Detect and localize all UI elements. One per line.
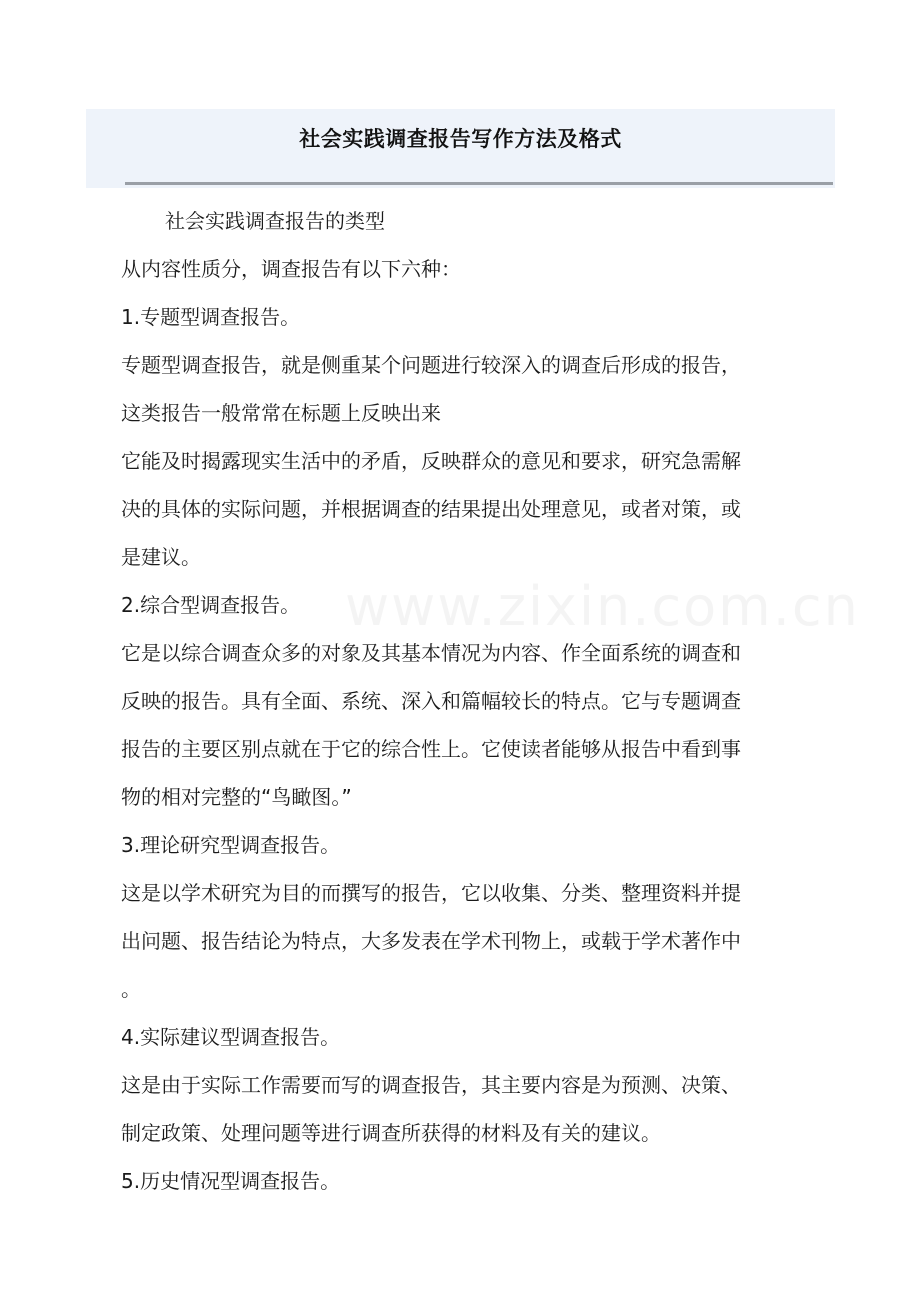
title-divider — [125, 182, 833, 185]
paragraph-line: 反映的报告。具有全面、系统、深入和篇幅较长的特点。它与专题调查 — [121, 689, 741, 713]
paragraph-line: 从内容性质分，调查报告有以下六种： — [121, 257, 461, 281]
watermark: www.zixin.com.cn — [345, 575, 860, 638]
paragraph-line: 这是以学术研究为目的而撰写的报告，它以收集、分类、整理资料并提 — [121, 881, 741, 905]
list-item-heading: 5.历史情况型调查报告。 — [121, 1169, 341, 1193]
paragraph-line: 这类报告一般常常在标题上反映出来 — [121, 401, 441, 425]
paragraph-line: 报告的主要区别点就在于它的综合性上。它使读者能够从报告中看到事 — [121, 737, 741, 761]
paragraph-line: 它能及时揭露现实生活中的矛盾，反映群众的意见和要求，研究急需解 — [121, 449, 741, 473]
list-item-heading: 2.综合型调查报告。 — [121, 593, 301, 617]
document-body — [121, 197, 821, 1205]
paragraph-line: 这是由于实际工作需要而写的调查报告，其主要内容是为预测、决策、 — [121, 1073, 741, 1097]
section-heading: 社会实践调查报告的类型 — [165, 209, 385, 233]
list-item-heading: 4.实际建议型调查报告。 — [121, 1025, 341, 1049]
list-item-heading: 3.理论研究型调查报告。 — [121, 833, 341, 857]
document-title: 社会实践调查报告写作方法及格式 — [299, 127, 622, 151]
paragraph-line: 是建议。 — [121, 545, 201, 569]
title-band — [86, 109, 835, 188]
paragraph-line: 它是以综合调查众多的对象及其基本情况为内容、作全面系统的调查和 — [121, 641, 741, 665]
paragraph-line: 物的相对完整的“鸟瞰图。” — [121, 785, 352, 809]
paragraph-line: 专题型调查报告，就是侧重某个问题进行较深入的调查后形成的报告， — [121, 353, 741, 377]
paragraph-line: 。 — [121, 977, 141, 1001]
paragraph-line: 制定政策、处理问题等进行调查所获得的材料及有关的建议。 — [121, 1121, 661, 1145]
paragraph-line: 决的具体的实际问题，并根据调查的结果提出处理意见，或者对策，或 — [121, 497, 741, 521]
paragraph-line: 出问题、报告结论为特点，大多发表在学术刊物上，或载于学术著作中 — [121, 929, 741, 953]
list-item-heading: 1.专题型调查报告。 — [121, 305, 301, 329]
